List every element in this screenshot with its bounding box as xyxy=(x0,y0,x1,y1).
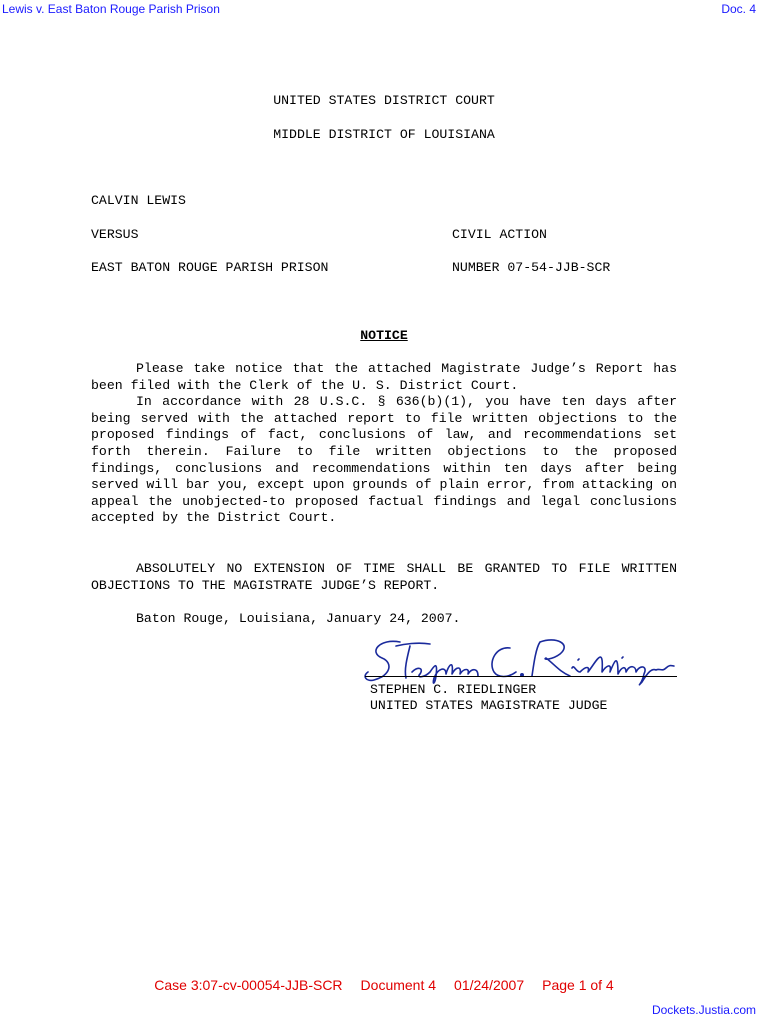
versus-label: VERSUS xyxy=(91,227,139,242)
footer-page: Page 1 of 4 xyxy=(542,977,614,993)
signature-stroke-t xyxy=(396,643,430,678)
judge-name: STEPHEN C. RIEDLINGER xyxy=(370,682,537,697)
footer-document: Document 4 xyxy=(360,977,437,993)
notice-body xyxy=(91,361,677,527)
doc-number-label: Doc. 4 xyxy=(721,2,756,16)
footer-case-number: Case 3:07-cv-00054-JJB-SCR xyxy=(154,977,343,993)
signature-stroke-s xyxy=(365,641,400,680)
civil-action-label: CIVIL ACTION xyxy=(452,227,547,242)
dockets-justia-link[interactable]: Dockets.Justia.com xyxy=(651,1003,756,1017)
plaintiff-name: CALVIN LEWIS xyxy=(91,193,186,208)
handwritten-signature xyxy=(360,632,680,688)
signature-stroke-ephen xyxy=(412,665,478,683)
signature-stroke-r xyxy=(532,640,570,676)
extension-warning xyxy=(91,561,677,594)
notice-paragraph-deadline: In accordance with 28 U.S.C. § 636(b)(1), you have ten days after being served with the attached report to file written objections to the proposed findings of fact, conclusions of law, and recommendations set forth therein. Failure to file written objections to the proposed findings, conclusions and recommendations within ten days after being served will bar you, except upon grounds of plain error, from attacking on appeal the unobjected-to proposed factual findings and legal conclusions accepted by the District Court. xyxy=(91,394,677,526)
signature-line xyxy=(365,676,677,677)
docket-footer xyxy=(0,977,768,993)
notice-title: NOTICE xyxy=(360,328,408,343)
judge-title: UNITED STATES MAGISTRATE JUDGE xyxy=(370,698,608,713)
case-number: NUMBER 07-54-JJB-SCR xyxy=(452,260,611,275)
signature-stroke-iedlinger xyxy=(572,657,674,685)
extension-paragraph: ABSOLUTELY NO EXTENSION OF TIME SHALL BE GRANTED TO FILE WRITTEN OBJECTIONS TO THE MAGISTRATE JUDGE’S REPORT. xyxy=(91,561,677,593)
date-line: Baton Rouge, Louisiana, January 24, 2007. xyxy=(136,611,461,626)
defendant-name: EAST BATON ROUGE PARISH PRISON xyxy=(91,260,329,275)
signature-stroke-c xyxy=(492,648,516,677)
court-district: MIDDLE DISTRICT OF LOUISIANA xyxy=(273,127,495,142)
notice-paragraph-filed: Please take notice that the attached Magistrate Judge’s Report has been filed with the Clerk of the U. S. District Court. xyxy=(91,361,677,393)
case-title-link[interactable]: Lewis v. East Baton Rouge Parish Prison xyxy=(2,2,220,16)
court-name: UNITED STATES DISTRICT COURT xyxy=(273,93,495,108)
footer-date: 01/24/2007 xyxy=(454,977,525,993)
